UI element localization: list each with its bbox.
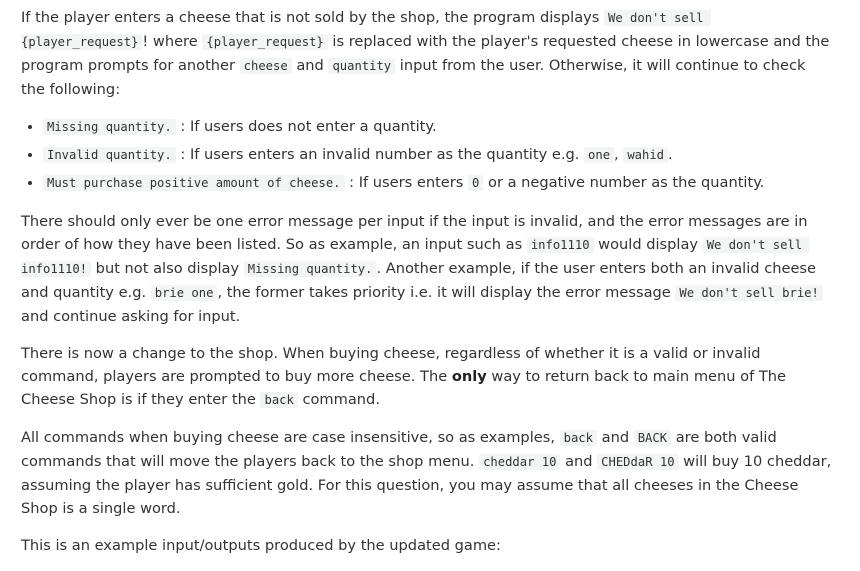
text: is replaced with the player's requested cheese in lowercase and the program prompts for another xyxy=(21,33,830,74)
error-list xyxy=(21,115,833,195)
text: . Another example, if the user enters both an invalid cheese and quantity e.g. xyxy=(21,260,817,301)
text: : If users enters an invalid number as the quantity e.g. xyxy=(180,146,585,163)
error-list-item-invalid-quantity xyxy=(43,143,833,167)
text: and xyxy=(560,453,598,470)
paragraph-unsold-cheese xyxy=(21,6,833,101)
inline-code: cheddar 10 xyxy=(479,454,560,470)
text: . xyxy=(668,146,673,163)
inline-code: We don't sell {player_request} xyxy=(21,11,711,49)
inline-code: Missing quantity. xyxy=(244,261,377,277)
text: ! where xyxy=(142,33,203,50)
paragraph-shop-change xyxy=(21,342,833,412)
text: There is now a change to the shop. When buying cheese, regardless of whether it is a valid or invalid command, players are prompted to buy more cheese. The xyxy=(21,345,761,385)
emphasis: only xyxy=(451,368,487,385)
inline-code: {player_request} xyxy=(202,34,327,50)
inline-code: Invalid quantity. xyxy=(43,147,176,163)
inline-code: back xyxy=(560,430,597,446)
inline-code: Must purchase positive amount of cheese. xyxy=(43,175,345,191)
text: All commands when buying cheese are case insensitive, so as examples, xyxy=(21,429,560,446)
text: , the former takes priority i.e. it will display the error message xyxy=(217,284,676,301)
paragraph-example-intro xyxy=(21,534,833,557)
text: and xyxy=(291,57,329,74)
paragraph-case-insensitive xyxy=(21,426,833,520)
text: would display xyxy=(593,236,703,253)
inline-code: BACK xyxy=(634,430,671,446)
text: or a negative number as the quantity. xyxy=(483,174,765,191)
text: way to return back to main menu of The Cheese Shop is if they enter the xyxy=(21,368,787,408)
text: will buy 10 cheddar, assuming the player has sufficient gold. For this question, you may assume that all cheeses in the Cheese Shop is a single word. xyxy=(21,453,832,517)
inline-code: Missing quantity. xyxy=(43,119,176,135)
inline-code: brie one xyxy=(151,285,218,301)
text: and xyxy=(596,429,634,446)
document-body xyxy=(21,6,833,571)
text: : If users does not enter a quantity. xyxy=(180,118,437,135)
inline-code: one xyxy=(584,147,614,163)
text: : If users enters xyxy=(349,174,469,191)
text: , xyxy=(614,146,624,163)
inline-code: cheese xyxy=(240,58,292,74)
inline-code: info1110 xyxy=(527,237,594,253)
inline-code: wahid xyxy=(623,147,668,163)
inline-code: We don't sell brie! xyxy=(675,285,822,301)
text: command. xyxy=(297,391,380,408)
text: input from the user. Otherwise, it will continue to check the following: xyxy=(21,57,806,98)
text: are both valid commands that will move the players back to the shop menu. xyxy=(21,429,777,470)
text: There should only ever be one error message per input if the input is invalid, and the error messages are in order of how they have been listed. So as example, an input such as xyxy=(21,213,808,253)
text: but not also display xyxy=(91,260,244,277)
paragraph-error-order xyxy=(21,210,833,328)
error-list-item-positive-amount xyxy=(43,171,833,195)
text: and continue asking for input. xyxy=(21,308,241,325)
text: This is an example input/outputs produced by the updated game: xyxy=(21,537,501,554)
inline-code: We don't sell info1110! xyxy=(21,238,810,276)
inline-code: 0 xyxy=(468,175,483,191)
inline-code: back xyxy=(260,392,297,408)
error-list-item-missing-quantity xyxy=(43,115,833,139)
inline-code: CHEDdaR 10 xyxy=(597,454,678,470)
inline-code: quantity xyxy=(328,58,395,74)
text: If the player enters a cheese that is not sold by the shop, the program displays xyxy=(21,9,605,26)
